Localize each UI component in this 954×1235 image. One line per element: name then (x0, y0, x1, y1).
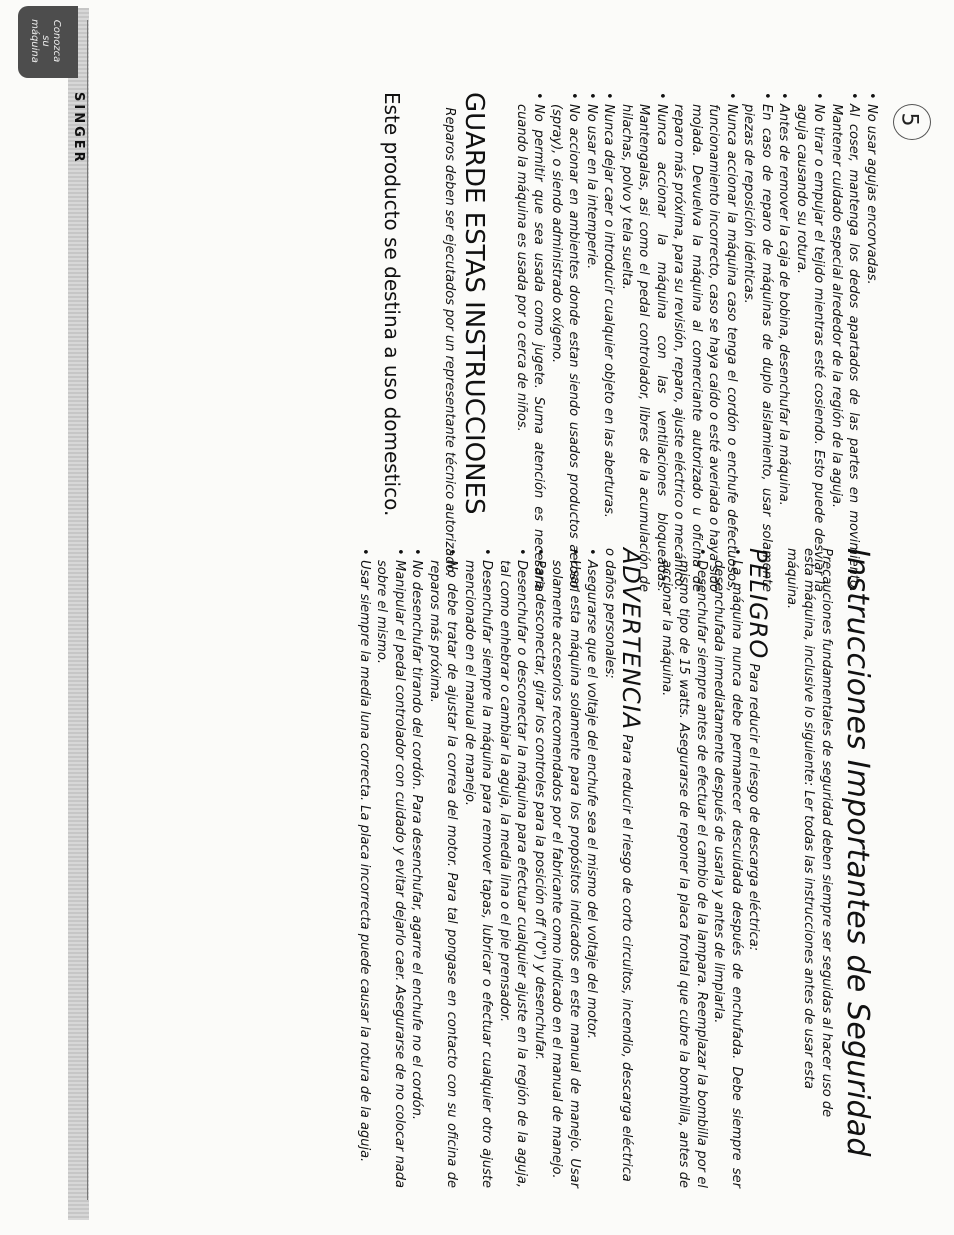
peligro-list (658, 548, 746, 1188)
list-item: • La máquina nunca debe permanecer descuidada después de enchufada. Debe siempre ser desenchufada inmediatamente después de usarla y antes de limpiarla. (710, 548, 745, 1188)
advertencia-section (601, 548, 646, 1188)
peligro-section (744, 548, 773, 1188)
list-item: • No debe tratar de ajustar la correa del motor. Para tal pongase en contacto con su oficina de reparos más próxima. (426, 548, 461, 1188)
list-item: • Manipular el pedal controlador con cuidado y evitar dejarlo caer. Asegurarse de no colocar nada sobre el mismo. (373, 548, 408, 1188)
page-number-circle (893, 104, 931, 140)
precautions-list (513, 92, 881, 592)
list-item: • No tirar o empujar el tejido mientras esté cosiendo. Esto puede desviar la aguja causando su rotura. (793, 92, 828, 592)
list-item: • Para desconectar, girar los controles para la posición off ("0") y desenchufar. (531, 548, 549, 1188)
advertencia-heading: ADVERTENCIA (617, 548, 646, 731)
tab-label-line-3: máquina (29, 19, 40, 63)
list-item: • Desenchufar siempre la máquina para remover tapas, lubricar o efectuar cualquier otro ajuste mencionado en el manual de manejo. (461, 548, 496, 1188)
list-item: • Usar esta máquina solamente para los propósitos indicados en este manual de manejo. Usar solamente accesorios recomendados por el fabricante como indicado en el manual de manejo. (548, 548, 583, 1188)
repair-note: Reparos deben ser ejecutados por un representante técnico autorizado. (442, 107, 458, 577)
list-item: • Asegurarse que el voltaje del enchufe sea el mismo del voltaje del motor. (583, 548, 601, 1188)
list-item: • Al coser, mantenga los dedos apartados de las partes en movimiento. Mantener cuidado especial alrededor de la región de la aguja. (828, 92, 863, 592)
list-item: • Nunca dejar caer o introducir cualquier objeto en las aberturas. (600, 92, 618, 592)
list-item: • Usar siempre la media luna correcta. La placa incorrecta puede causar la rotura de la aguja. (356, 548, 374, 1188)
list-item: • Desenchufar siempre antes de efectuar el cambio de la lampara. Reemplazar la bombilla por el mismo tipo de 15 watts. Asegurarse de reponer la placa frontal que cubre la bombilla, antes de accionar la máquina. (658, 548, 711, 1188)
list-item: • No accionar en ambientes donde estan siendo usados productos aerosol (spray), o siendo administrado oxígeno. (548, 92, 583, 592)
peligro-heading: PELIGRO (744, 548, 773, 660)
advertencia-lead: Para reducir el riesgo de corto circuitos, incendio, descarga eléctrica o daños personales: (602, 548, 635, 1182)
header-rule (87, 20, 88, 1200)
list-item: • Antes de remover la caja de bobina, desenchufar la máquina. (775, 92, 793, 592)
tab-label-line-1: Conozca (51, 19, 62, 63)
intro-text: Precauciones fundamentales de seguridad deben siempre ser seguidas al hacer uso de esta máquina, inclusive lo siguiente: Ler todas las instrucciones antes de usar esta máquina. (784, 548, 834, 1118)
page-title: Instrucciones Importantes de Seguridad (840, 548, 875, 1157)
list-item: • No usar en la intemperie. (583, 92, 601, 592)
advertencia-list (356, 548, 601, 1188)
section-tab-label (29, 9, 62, 73)
safety-column-right (379, 92, 880, 592)
list-item: • En caso de reparo de máquinas de duplo aislamiento, usar solamente piezas de reposición idénticas. (740, 92, 775, 592)
domestic-use-notice: Este producto se destina a uso domestico. (380, 92, 404, 517)
safety-column-left (356, 548, 876, 1188)
list-item: • No permitir que sea usada como jugete. Suma atención es necesaria cuando la máquina es usada por o cerca de niños. (513, 92, 548, 592)
list-item: • No usar agujas encorvadas. (863, 92, 881, 592)
brand-singer: SINGER (71, 92, 86, 165)
save-instructions-heading: GUARDE ESTAS INSTRUCCIONES (459, 92, 490, 515)
header-band (68, 8, 89, 1220)
list-item: • Nunca accionar la máquina con las ventilaciones bloqueadas. Mantengalas, asi como el pedal controlador, libres de la acumulación de hilachas, polvo y tela suelta. (618, 92, 671, 592)
tab-label-line-2: su (40, 35, 51, 47)
peligro-lead: Para reducir el riesgo de descarga eléctrica: (746, 663, 762, 952)
page-number: 5 (896, 112, 922, 127)
list-item: • Nunca accionar la máquina caso tenga el cordón o enchufe defectuosos, funcionamiento incorrecto, caso se haya caído o esté averiada o haya sido mojada. Devuelva la máquina al comerciante autorizado u oficina de reparo más próxima, para su revisión, reparo, ajuste eléctrico o mecánico. (670, 92, 740, 592)
list-item: • No desenchufar tirando del cordón. Para desenchufar, agarre el enchufe no el cordón. (408, 548, 426, 1188)
list-item: • Desenchufar o desconectar la máquina para efectuar cualquier ajuste en la región de la aguja, tal como enhebrar o cambiar la aguja, la media lina o el pie prensador. (496, 548, 531, 1188)
